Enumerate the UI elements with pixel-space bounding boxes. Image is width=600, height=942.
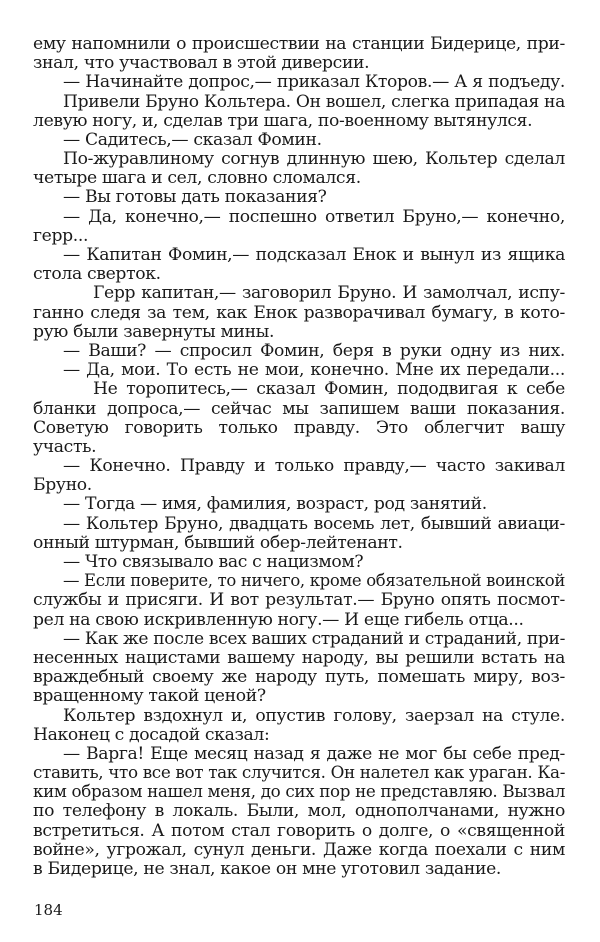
- text-line: По-журавлиному согнув длинную шею, Кольтер сделал: [63, 149, 565, 169]
- text-line: стола сверток.: [33, 264, 161, 284]
- text-line: ганно следя за тем, как Енок разворачивал бумагу, в кото-: [33, 303, 565, 323]
- text-line: — Кольтер Бруно, двадцать восемь лет, бывший авиаци-: [63, 514, 565, 534]
- text-line: бланки допроса,— сейчас мы запишем ваши показания.: [33, 399, 565, 419]
- text-line: — Вы готовы дать показания?: [63, 187, 327, 207]
- text-line: — Да, конечно,— поспешно ответил Бруно,— конечно,: [63, 207, 565, 227]
- text-line: — Ваши? — спросил Фомин, беря в руки одну из них.: [63, 341, 565, 361]
- text-line: рую были завернуты мины.: [33, 322, 275, 342]
- text-line: вращенному такой ценой?: [33, 686, 266, 706]
- text-line: — Что связывало вас с нацизмом?: [63, 552, 364, 572]
- text-line: в Бидерице, не знал, какое он мне уготовил задание.: [33, 859, 502, 879]
- text-line: Привели Бруно Кольтера. Он вошел, слегка припадая на: [63, 92, 565, 112]
- text-line: ему напомнили о происшествии на станции Бидерице, при-: [33, 34, 565, 54]
- text-line: несенных нацистами вашему народу, вы решили встать на: [33, 648, 565, 668]
- text-line: рел на свою искривленную ногу.— И еще гибель отца...: [33, 610, 524, 630]
- text-line: войне», угрожал, сунул деньги. Даже когда поехали с ним: [33, 840, 565, 860]
- text-line: — Если поверите, то ничего, кроме обязательной воинской: [63, 571, 565, 591]
- text-line: ким образом нашел меня, до сих пор не представляю. Вызвал: [33, 782, 565, 802]
- page-number: 184: [34, 901, 63, 919]
- text-line: — Варга! Еще месяц назад я даже не мог бы себе пред-: [63, 744, 565, 764]
- text-line: — Капитан Фомин,— подсказал Енок и вынул из ящика: [63, 245, 565, 265]
- text-line: четыре шага и сел, словно сломался.: [33, 168, 361, 188]
- text-line: Не торопитесь,— сказал Фомин, пододвигая к себе: [93, 379, 565, 399]
- text-line: службы и присяги. И вот результат.— Бруно опять посмот-: [33, 590, 565, 610]
- text-line: знал, что участвовал в этой диверсии.: [33, 53, 370, 73]
- text-line: — Тогда — имя, фамилия, возраст, род занятий.: [63, 494, 487, 514]
- text-line: левую ногу, и, сделав три шага, по-военному вытянулся.: [33, 111, 533, 131]
- text-line: встретиться. А потом стал говорить о долге, о «священной: [33, 821, 565, 841]
- text-line: Кольтер вздохнул и, опустив голову, заерзал на стуле.: [63, 706, 565, 726]
- text-line: — Начинайте допрос,— приказал Кторов.— А я подъеду.: [63, 72, 565, 92]
- text-line: — Конечно. Правду и только правду,— часто закивал: [63, 456, 565, 476]
- text-line: Герр капитан,— заговорил Бруно. И замолчал, испу-: [93, 283, 565, 303]
- text-line: — Да, мои. То есть не мои, конечно. Мне их передали...: [63, 360, 565, 380]
- text-line: герр...: [33, 226, 89, 246]
- text-line: ставить, что все вот так случится. Он налетел как ураган. Ка-: [33, 763, 566, 783]
- text-line: онный штурман, бывший обер-лейтенант.: [33, 533, 403, 553]
- text-line: участь.: [33, 437, 97, 457]
- text-line: — Садитесь,— сказал Фомин.: [63, 130, 322, 150]
- text-line: враждебный своему же народу путь, помешать миру, воз-: [33, 667, 565, 687]
- text-line: — Как же после всех ваших страданий и страданий, при-: [63, 629, 566, 649]
- text-line: Бруно.: [33, 475, 92, 495]
- text-line: Советую говорить только правду. Это облегчит вашу: [33, 418, 565, 438]
- text-line: Наконец с досадой сказал:: [33, 725, 270, 745]
- text-line: по телефону в локаль. Были, мол, однополчанами, нужно: [33, 801, 565, 821]
